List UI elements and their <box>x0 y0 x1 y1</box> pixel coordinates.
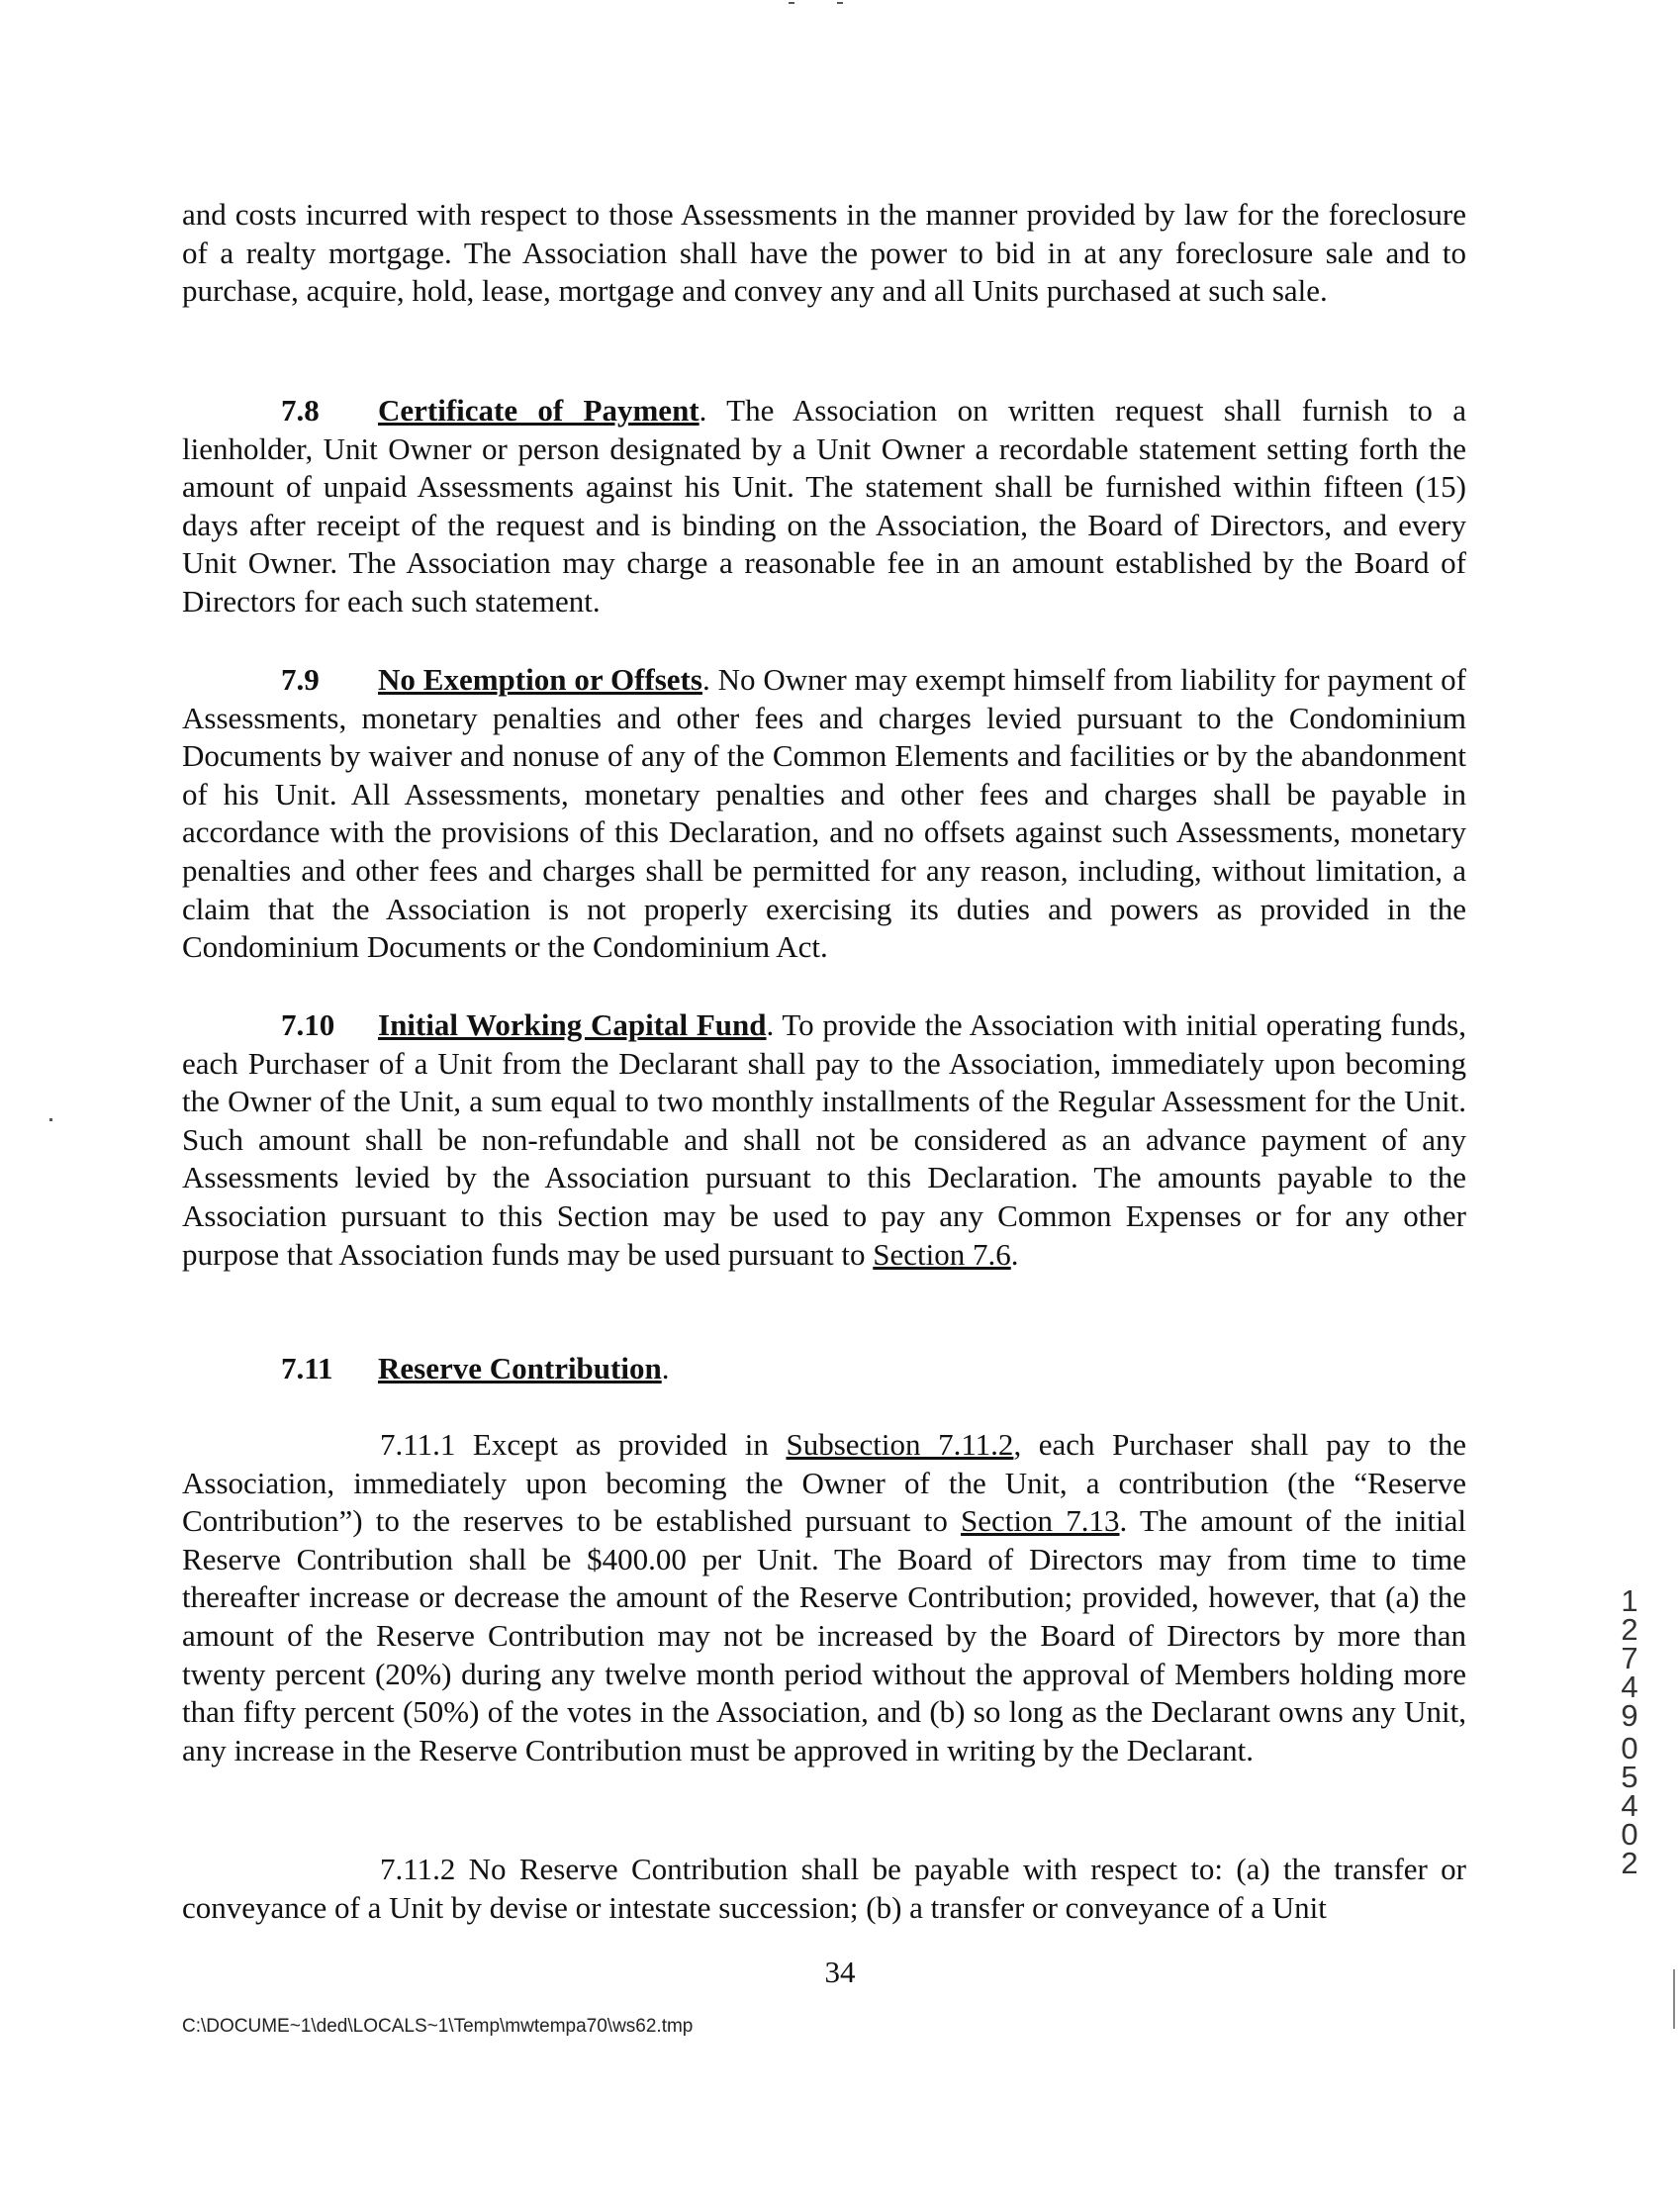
recording-stamp-bottom <box>1615 1731 1644 1880</box>
section-number: 7.11 <box>281 1351 333 1385</box>
section-number: 7.10 <box>281 1007 335 1042</box>
stamp-digit: 0 <box>1621 1817 1638 1852</box>
section-reference: Section 7.13 <box>961 1503 1120 1539</box>
stamp-digit: 9 <box>1621 1698 1638 1733</box>
section-reference: Section 7.6 <box>873 1236 1011 1272</box>
scan-edge-mark <box>1673 1969 1675 2029</box>
paragraph-continuation: and costs incurred with respect to those Assessments in the manner provided by law for the foreclosure of a realty mortgage. The Association shall have the power to bid in at any foreclosure sale and to purchase, acquire, hold, lease, mortgage and convey any and all Units purchased at such sale. <box>182 197 1466 309</box>
subsection-rest: . The amount of the initial Reserve Contribution shall be $400.00 per Unit. The Board of Directors may from time to time thereafter increase or decrease the amount of the Reserve Contribution; provided, however, that (a) the amount of the Reserve Contribution may not be increased by the Board of Directors by more than twenty percent (20%) during any twelve month period without the approval of Members holding more than fifty percent (50%) of the votes in the Association, and (b) so long as the Declarant owns any Unit, any increase in the Reserve Contribution must be approved in writing by the Declarant. <box>182 1503 1467 1767</box>
section-title: Reserve Contribution <box>378 1351 662 1385</box>
section-body: . No Owner may exempt himself from liability for payment of Assessments, monetary penalties and other fees and charges levied pursuant to the Condominium Documents by waiver and nonuse of any of the Common Elements and facilities or by the abandonment of his Unit. All Assessments, monetary penalties and other fees and charges shall be payable in accordance with the provisions of this Declaration, and no offsets against such Assessments, monetary penalties and other fees and charges shall be permitted for any reason, including, without limitation, a claim that the Association is not properly exercising its duties and powers as provided in the Condominium Documents or the Condominium Act. <box>182 662 1466 965</box>
section-end: . <box>661 1351 670 1385</box>
file-path-footer: C:\DOCUME~1\ded\LOCALS~1\Temp\mwtempa70\ws62.tmp <box>182 2016 694 2037</box>
stamp-digit: 2 <box>1621 1612 1638 1647</box>
scan-speck <box>789 2 794 4</box>
section-title: Initial Working Capital Fund <box>378 1007 767 1042</box>
stamp-digit: 1 <box>1621 1583 1638 1618</box>
section-7-9 <box>182 661 1466 967</box>
stamp-digit: 4 <box>1621 1670 1638 1704</box>
section-7-10 <box>182 1006 1466 1274</box>
subsection-lead: 7.11.1 Except as provided in <box>380 1427 787 1462</box>
section-number: 7.8 <box>281 393 320 428</box>
subsection-text: , each Purchaser shall pay to the Association, immediately upon becoming the Owner of the Unit, a contribution (the “Reserve Contribution”) to the reserves to be established pursuant to <box>182 1427 1466 1539</box>
recording-stamp-top <box>1615 1583 1644 1733</box>
subsection-reference: Subsection 7.11.2 <box>786 1427 1014 1462</box>
section-body: . To provide the Association with initial operating funds, each Purchaser of a Unit from the Declarant shall pay to the Association, immediately upon becoming the Owner of the Unit, a sum equal to two monthly installments of the Regular Assessment for the Unit. Such amount shall be non-refundable and shall not be considered as an advance payment of any Assessments levied by the Association pursuant to this Declaration. The amounts payable to the Association pursuant to this Section may be used to pay any Common Expenses or for any other purpose that Association funds may be used pursuant to <box>182 1007 1466 1272</box>
stamp-digit: 7 <box>1621 1641 1638 1675</box>
section-title: Certificate of Payment <box>378 393 700 428</box>
stamp-digit: 5 <box>1621 1760 1638 1794</box>
subsection-7-11-1 <box>182 1426 1466 1769</box>
section-title: No Exemption or Offsets <box>378 662 702 697</box>
scan-speck <box>49 1118 52 1121</box>
section-body: . The Association on written request shall furnish to a lienholder, Unit Owner or person designated by a Unit Owner a recordable statement setting forth the amount of unpaid Assessments against his Unit. The statement shall be furnished within fifteen (15) days after receipt of the request and is binding on the Association, the Board of Directors, and every Unit Owner. The Association may charge a reasonable fee in an amount established by the Board of Directors for each such statement. <box>182 393 1466 619</box>
stamp-digit: 0 <box>1621 1731 1638 1766</box>
subsection-7-11-2: 7.11.2 No Reserve Contribution shall be payable with respect to: (a) the transfer or conveyance of a Unit by devise or intestate succession; (b) a transfer or conveyance of a Unit <box>182 1852 1466 1925</box>
stamp-digit: 2 <box>1621 1846 1638 1880</box>
section-end: . <box>1010 1236 1019 1272</box>
stamp-digit: 4 <box>1621 1788 1638 1823</box>
scan-speck <box>837 2 843 4</box>
page-number: 34 <box>824 1955 856 1989</box>
section-7-8 <box>182 392 1466 621</box>
section-7-11-heading <box>281 1350 669 1388</box>
section-number: 7.9 <box>281 662 320 697</box>
